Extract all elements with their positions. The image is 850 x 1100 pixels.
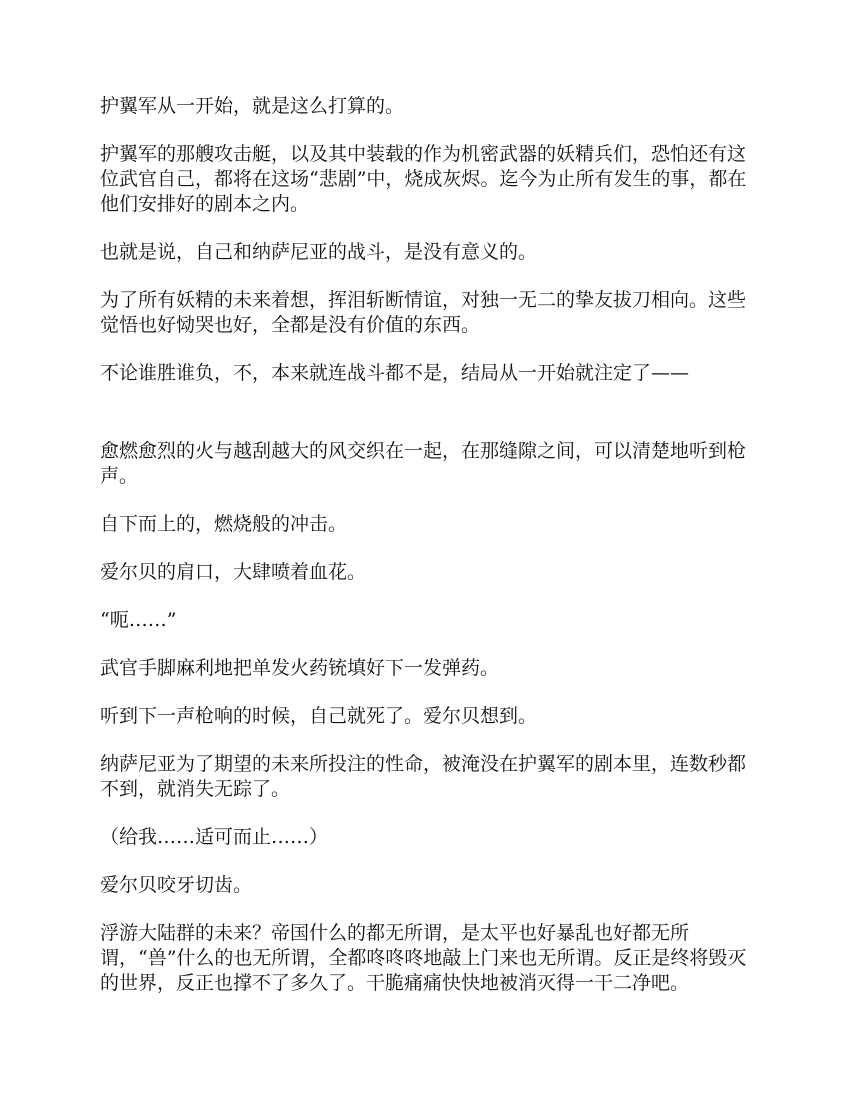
paragraph: 不论谁胜谁负，不，本来就连战斗都不是，结局从一开始就注定了—— [100,362,690,384]
paragraph: 为了所有妖精的未来着想，挥泪斩断情谊，对独一无二的挚友拔刀相向。这些觉悟也好恸哭也好，全都是没有价值的东西。 [100,289,747,336]
paragraph: 护翼军从一开始，就是这么打算的。 [100,95,405,117]
paragraph: （给我……适可而止……） [100,826,329,848]
paragraph: 武官手脚麻利地把单发火药铳填好下一发弹药。 [100,657,500,679]
paragraph: 听到下一声枪响的时候，自己就死了。爱尔贝想到。 [100,705,538,727]
paragraph: 爱尔贝咬牙切齿。 [100,874,253,896]
paragraph: 浮游大陆群的未来？帝国什么的都无所谓，是太平也好暴乱也好都无所谓，“兽”什么的也无所谓，全都咚咚咚地敲上门来也无所谓。反正是终将毁灭的世界，反正也撑不了多久了。干脆痛痛快快地被消灭得一干二净吧。 [100,922,747,994]
paragraph: “呃……” [100,609,177,631]
paragraph: 愈燃愈烈的火与越刮越大的风交织在一起，在那缝隙之间，可以清楚地听到枪声。 [100,440,747,487]
paragraph: 纳萨尼亚为了期望的未来所投注的性命，被淹没在护翼军的剧本里，连数秒都不到，就消失无踪了。 [100,753,747,800]
paragraph: 护翼军的那艘攻击艇，以及其中装载的作为机密武器的妖精兵们，恐怕还有这位武官自己，都将在这场“悲剧”中，烧成灰烬。迄今为止所有发生的事，都在他们安排好的剧本之内。 [100,143,747,215]
paragraph: 自下而上的，燃烧般的冲击。 [100,513,348,535]
paragraph: 也就是说，自己和纳萨尼亚的战斗，是没有意义的。 [100,241,538,263]
paragraph: 爱尔贝的肩口，大肆喷着血花。 [100,561,367,583]
section-1 [100,94,750,409]
section-2 [100,439,750,1019]
